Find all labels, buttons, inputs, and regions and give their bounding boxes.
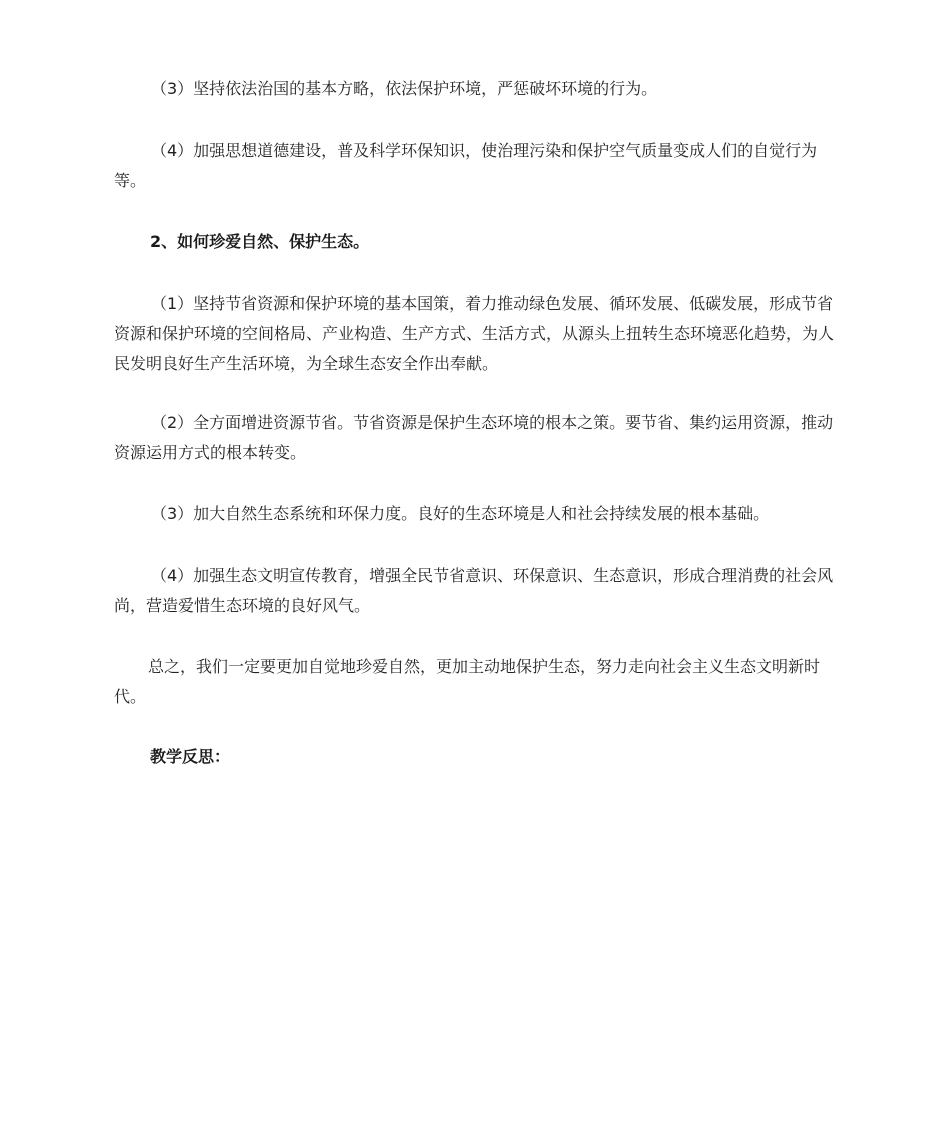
paragraph-resource-saving: （2）全方面增进资源节省。节省资源是保护生态环境的根本之策。要节省、集约运用资源，推动资源运用方式的根本转变。 [114, 413, 834, 462]
paragraph-resource-policy: （1）坚持节省资源和保护环境的基本国策，着力推动绿色发展、循环发展、低碳发展，形成节省资源和保护环境的空间格局、产业构造、生产方式、生活方式，从源头上扭转生态环境恶化趋势，为人民发明良好生产生活环境，为全球生态安全作出奉献。 [114, 294, 835, 373]
teaching-reflection-heading: 教学反思： [150, 747, 231, 766]
paragraph-ecosystem-protection: （3）加大自然生态系统和环保力度。良好的生态环境是人和社会持续发展的根本基础。 [151, 504, 770, 523]
section-heading-protect-ecology: 2、如何珍爱自然、保护生态。 [150, 232, 370, 251]
paragraph-conclusion: 总之，我们一定要更加自觉地珍爱自然，更加主动地保护生态，努力走向社会主义生态文明新时代。 [114, 657, 821, 706]
paragraph-rule-of-law: （3）坚持依法治国的基本方略，依法保护环境，严惩破坏环境的行为。 [151, 79, 658, 98]
paragraph-ecological-education: （4）加强生态文明宣传教育，增强全民节省意识、环保意识、生态意识，形成合理消费的社会风尚，营造爱惜生态环境的良好风气。 [114, 566, 834, 615]
paragraph-moral-education: （4）加强思想道德建设，普及科学环保知识，使治理污染和保护空气质量变成人们的自觉行为等。 [114, 141, 818, 190]
